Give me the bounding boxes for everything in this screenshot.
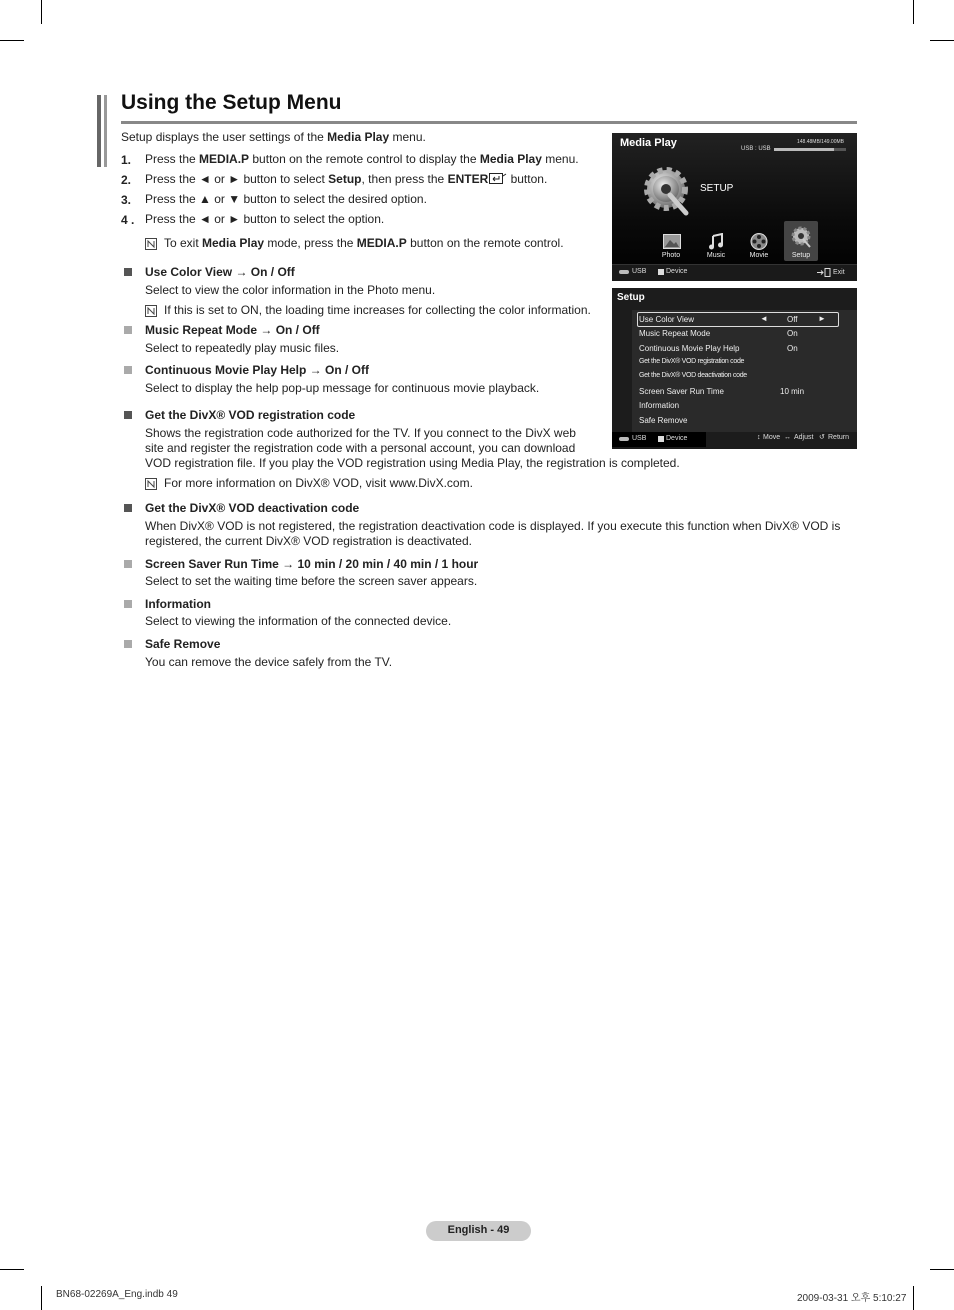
- step-text: Press the MEDIA.P button on the remote control to display the Media Play menu.: [145, 152, 579, 166]
- setup-screen: [612, 288, 857, 449]
- crop-mark: [913, 0, 914, 24]
- section-heading: Continuous Movie Play Help → On / Off: [145, 363, 370, 377]
- setup-row-label[interactable]: Continuous Movie Play Help: [639, 344, 740, 353]
- section-heading: Information: [145, 597, 211, 611]
- footer-return: Return: [828, 434, 850, 441]
- setup-center-label: SETUP: [700, 183, 734, 194]
- device-square-icon: [658, 269, 664, 275]
- setup-row-value: 10 min: [780, 387, 805, 396]
- setup-icon[interactable]: [790, 225, 812, 249]
- setup-row-label[interactable]: Screen Saver Run Time: [639, 387, 724, 396]
- section-desc: Select to display the help pop-up message for continuous movie playback.: [145, 381, 540, 395]
- media-play-title: Media Play: [620, 137, 677, 149]
- music-icon[interactable]: [708, 233, 724, 250]
- section-heading: Music Repeat Mode → On / Off: [145, 323, 320, 337]
- title-rule: [121, 121, 857, 124]
- usb-icon: [619, 269, 629, 275]
- step-number: 3.: [121, 193, 132, 207]
- section-desc: You can remove the device safely from the TV.: [145, 655, 393, 669]
- title-accent-bar: [97, 95, 101, 167]
- section-note: If this is set to ON, the loading time increases for collecting the color information.: [164, 303, 591, 317]
- footer-exit[interactable]: Exit: [833, 269, 845, 276]
- setup-row-label[interactable]: Get the DivX® VOD registration code: [639, 358, 745, 365]
- crop-mark: [0, 1269, 24, 1270]
- icon-label-music: Music: [706, 252, 726, 259]
- section-note: For more information on DivX® VOD, visit www.DivX.com.: [164, 476, 473, 490]
- icon-label-setup: Setup: [791, 252, 811, 259]
- setup-row-label[interactable]: Music Repeat Mode: [639, 329, 711, 338]
- adjust-icon: ↔: [784, 434, 791, 441]
- bullet-square: [124, 411, 132, 419]
- movie-reel-icon[interactable]: [750, 233, 768, 250]
- step-note: To exit Media Play mode, press the MEDIA.P button on the remote control.: [164, 236, 564, 250]
- print-file-info: BN68-02269A_Eng.indb 49: [56, 1289, 178, 1300]
- note-icon: [145, 478, 157, 490]
- step-text: Press the ◄ or ► button to select the option.: [145, 212, 385, 226]
- crop-mark: [930, 1269, 954, 1270]
- capacity-text: 148.48MB/149.00MB: [797, 139, 844, 145]
- setup-footer: [612, 432, 857, 449]
- media-play-footer: [612, 264, 857, 281]
- bullet-square: [124, 268, 132, 276]
- step-text: Press the ▲ or ▼ button to select the desired option.: [145, 192, 427, 206]
- section-desc: Select to set the waiting time before the screen saver appears.: [145, 574, 478, 588]
- crop-mark: [41, 0, 42, 24]
- capacity-bar-fill: [774, 148, 834, 151]
- footer-adjust: Adjust: [794, 434, 814, 441]
- section-heading: Use Color View → On / Off: [145, 265, 295, 279]
- print-timestamp: 2009-03-31 오후 5:10:27: [797, 1293, 907, 1304]
- section-desc: VOD registration file. If you play the VOD registration using Media Play, the registration is completed.: [145, 456, 680, 470]
- page-title: Using the Setup Menu: [121, 91, 342, 114]
- move-icon: ↕: [757, 434, 761, 441]
- icon-label-photo: Photo: [661, 252, 681, 259]
- capacity-bar: [774, 148, 846, 151]
- page-number: English - 49: [447, 1224, 510, 1236]
- step-number: 2.: [121, 173, 132, 187]
- step-number: 4 .: [121, 213, 135, 227]
- setup-gear-icon: [640, 165, 694, 217]
- section-heading: Get the DivX® VOD deactivation code: [145, 501, 360, 515]
- title-accent-bar: [104, 95, 107, 167]
- right-arrow-icon[interactable]: ►: [818, 314, 826, 323]
- usb-icon: [619, 436, 629, 442]
- setup-title: Setup: [617, 292, 645, 303]
- footer-move: Move: [763, 434, 781, 441]
- step-text: Press the ◄ or ► button to select Setup, then press the ENTER button.: [145, 172, 548, 186]
- return-icon: ↺: [819, 434, 825, 441]
- section-desc: Select to view the color information in the Photo menu.: [145, 283, 436, 297]
- usb-label: USB : USB: [741, 146, 771, 152]
- section-desc: Select to viewing the information of the connected device.: [145, 614, 452, 628]
- footer-device: Device: [666, 435, 688, 442]
- note-icon: [145, 238, 157, 250]
- note-icon: [145, 305, 157, 317]
- footer-usb: USB: [632, 435, 647, 442]
- crop-mark: [930, 40, 954, 41]
- bullet-square: [124, 600, 132, 608]
- crop-mark: [41, 1286, 42, 1310]
- setup-row-value: Off: [787, 315, 798, 324]
- bullet-square: [124, 366, 132, 374]
- setup-row-label[interactable]: Information: [639, 401, 680, 410]
- device-square-icon: [658, 436, 664, 442]
- crop-mark: [913, 1286, 914, 1310]
- photo-icon[interactable]: [663, 234, 681, 249]
- section-heading: Get the DivX® VOD registration code: [145, 408, 356, 422]
- footer-device: Device: [666, 268, 688, 275]
- setup-row-value: On: [787, 344, 798, 353]
- section-heading: Safe Remove: [145, 637, 221, 651]
- section-desc: registered, the current DivX® VOD registration is deactivated.: [145, 534, 472, 548]
- bullet-square: [124, 326, 132, 334]
- section-desc: When DivX® VOD is not registered, the registration deactivation code is displayed. If you execute this function when DivX® VOD is: [145, 519, 841, 533]
- icon-label-movie: Movie: [749, 252, 769, 259]
- step-number: 1.: [121, 153, 132, 167]
- bullet-square: [124, 504, 132, 512]
- crop-mark: [0, 40, 24, 41]
- setup-row-label[interactable]: Safe Remove: [639, 416, 688, 425]
- section-heading: Screen Saver Run Time → 10 min / 20 min / 40 min / 1 hour: [145, 557, 479, 571]
- exit-icon[interactable]: [817, 268, 831, 277]
- section-desc: Select to repeatedly play music files.: [145, 341, 340, 355]
- section-desc: site and register the registration code with a personal account, you can download: [145, 441, 576, 455]
- left-arrow-icon[interactable]: ◄: [760, 314, 768, 323]
- setup-row-value: On: [787, 329, 798, 338]
- footer-usb: USB: [632, 268, 647, 275]
- intro-text: Setup displays the user settings of the Media Play menu.: [121, 130, 426, 144]
- setup-row-label[interactable]: Get the DivX® VOD deactivation code: [639, 372, 747, 379]
- setup-row-label[interactable]: Use Color View: [639, 315, 694, 324]
- enter-icon: [489, 173, 507, 184]
- media-play-screen: [612, 133, 857, 281]
- bullet-square: [124, 640, 132, 648]
- section-desc: Shows the registration code authorized for the TV. If you connect to the DivX web: [145, 426, 576, 440]
- bullet-square: [124, 560, 132, 568]
